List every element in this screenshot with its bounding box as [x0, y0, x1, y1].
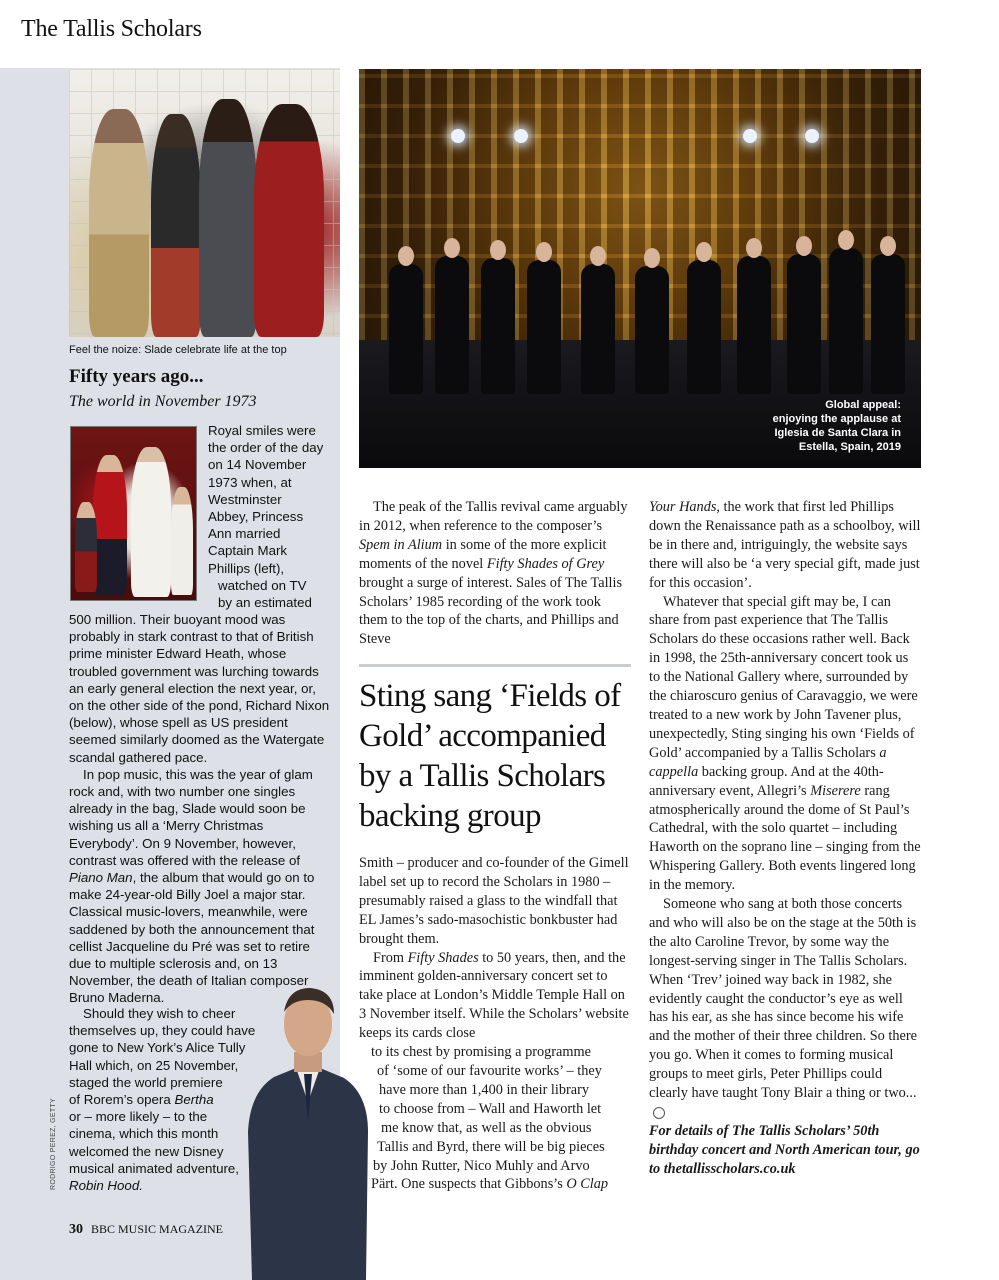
column-1-bottom — [359, 854, 633, 1194]
nixon-photo — [244, 982, 372, 1280]
page-header-title: The Tallis Scholars — [21, 16, 202, 42]
column-1-top — [359, 498, 633, 649]
text-line: watched on TV — [218, 577, 307, 593]
text-line: by John Rutter, Nico Muhly and Arvo — [373, 1157, 590, 1174]
text-line: the order of the day — [208, 440, 324, 456]
page-footer — [69, 1222, 223, 1238]
slade-photo — [69, 69, 340, 337]
slade-caption: Feel the noize: Slade celebrate life at the top — [69, 344, 287, 356]
royal-wedding-photo — [70, 426, 197, 601]
text-line: on 14 November — [208, 457, 307, 473]
text-line: themselves up, they could have — [69, 1023, 256, 1039]
text-line: me know that, as well as the obvious — [381, 1119, 592, 1136]
caption-line: Global appeal: — [825, 399, 901, 411]
concert-photo-caption — [773, 398, 901, 454]
text-line: Westminster — [208, 491, 282, 507]
end-mark-icon — [653, 1107, 665, 1119]
text-line: gone to New York’s Alice Tully — [69, 1040, 246, 1056]
text-line: by an estimated — [218, 595, 312, 611]
pullquote: Sting sang ‘Fields of Gold’ accompanied by a Tallis Scholars backing group — [359, 678, 621, 834]
text-line: to choose from – Wall and Haworth let — [379, 1100, 602, 1117]
column-2 — [649, 498, 921, 1179]
text-line: have more than 1,400 in their library — [379, 1081, 590, 1098]
text-line: Phillips (left), — [208, 560, 285, 576]
text-line: Pärt. One suspects that Gibbons’s O Clap — [371, 1176, 609, 1193]
body-paragraph: Smith – producer and co-founder of the Gimell label set up to record the Scholars in 1980 – presumably raised a glass to the windfall that EL James’s sado-masochistic bonkbuster had brought them. — [359, 855, 629, 947]
body-paragraph: Your Hands, the work that first led Phillips down the Renaissance path as a schoolboy, will be in there and, intriguingly, the website says there will also be ‘a very special gift, made just for this occasion’. — [649, 499, 921, 591]
text-line: or – more likely – to the — [69, 1109, 208, 1125]
text-line: staged the world premiere — [69, 1074, 223, 1090]
magazine-name: BBC MUSIC MAGAZINE — [91, 1222, 224, 1236]
text-line: Should they wish to cheer — [83, 1006, 236, 1021]
page-number: 30 — [69, 1222, 83, 1237]
text-line: Robin Hood. — [69, 1178, 143, 1194]
body-paragraph: Whatever that special gift may be, I can share from past experience that The Tallis Scholars do these occasions rather well. Back in 1998, the 25th-anniversary concert took us to the National Gallery where, surrounded by the chiaroscuro genius of Caravaggio, we were treated to a new work by John Tavener plus, unexpectedly, Sting singing his own ‘Fields of Gold’ accompanied by a Tallis Scholars a cappella backing group. And at the 40th-anniversary event, Allegri’s Miserere rang atmospherically around the dome of St Paul’s Cathedral, with the solo quartet – including Haworth on the soprano line – singing from the Whispering Gallery. Both events lingered long in the memory. — [649, 593, 921, 894]
caption-line: Estella, Spain, 2019 — [798, 441, 901, 453]
text-line: musical animated adventure, — [69, 1160, 239, 1176]
text-line: of ‘some of our favourite works’ – they — [377, 1062, 602, 1079]
details-link-text: For details of The Tallis Scholars’ 50th birthday concert and North American tour, go to thetallisscholars.co.uk — [649, 1122, 920, 1177]
sidebar-para1-wrapped — [208, 422, 340, 611]
text-line: Royal smiles were — [208, 423, 316, 438]
text-line: 1973 when, at — [208, 474, 292, 490]
text-line: to its chest by promising a programme — [371, 1044, 591, 1061]
sidebar-para2: In pop music, this was the year of glam rock and, with two number one singles already in the bag, Slade would soon be wishing us all a ‘Merry Christmas Everybody’. On 9 November, however, contrast was offered with the release of Piano Man, the album that would go on to make 24-year-old Billy Joel a major star. Classical music-lovers, meanwhile, were saddened by both the announcement that cellist Jacqueline du Pré was set to retire due to multiple sclerosis and, on 13 November, the death of Italian composer Bruno Maderna. — [69, 766, 315, 1006]
text-line: Ann married — [208, 526, 281, 542]
sidebar-para1-rest: 500 million. Their buoyant mood was probably in stark contrast to that of British prime minister Edward Heath, whose troubled government was lurching towards an early general election the next year, or, on the other side of the pond, Richard Nixon (below), whose spell as US president seemed similarly doomed as the Watergate scandal gathered pace. — [69, 612, 330, 765]
photo-credit: RODRIGO PEREZ, GETTY — [50, 1098, 57, 1190]
text-line: Captain Mark — [208, 543, 288, 559]
body-paragraph: The peak of the Tallis revival came arguably in 2012, when reference to the composer’s Spem in Alium in some of the more explicit moments of the novel Fifty Shades of Grey brought a surge of interest. Sales of The Tallis Scholars’ 1985 recording of the work took them to the top of the charts, and Phillips and Steve — [359, 499, 628, 648]
sidebar-heading: Fifty years ago... — [69, 366, 204, 387]
sidebar-para3 — [69, 1005, 269, 1194]
text-line: cinema, which this month — [69, 1126, 219, 1142]
caption-line: enjoying the applause at — [772, 413, 901, 425]
text-line: Hall which, on 25 November, — [69, 1057, 239, 1073]
text-line: of Rorem’s opera Bertha — [69, 1092, 214, 1108]
concert-photo — [359, 69, 921, 468]
text-line: Tallis and Byrd, there will be big pieces — [377, 1138, 605, 1155]
text-line: welcomed the new Disney — [69, 1143, 224, 1159]
caption-line: Iglesia de Santa Clara in — [774, 427, 901, 439]
sidebar-body — [69, 611, 331, 1007]
pullquote-rule — [359, 664, 631, 667]
sidebar-subheading: The world in November 1973 — [69, 393, 257, 410]
text-line: Abbey, Princess — [208, 509, 304, 525]
body-paragraph: Someone who sang at both those concerts and who will also be on the stage at the 50th is the alto Caroline Trevor, by some way the longest-serving singer in The Tallis Scholars. When ‘Trev’ joined way back in 1982, she evidently caught the conductor’s eye as well has his ear, as she has since become his wife and the mother of their three children. So there you go. When it comes to forming musical groups to meet girls, Peter Phillips could clearly have taught Tony Blair a thing or two... — [649, 895, 921, 1122]
body-paragraph: From Fifty Shades to 50 years, then, and the imminent golden-anniversary concert set to take place at London’s Middle Temple Hall on 3 November itself. While the Scholars’ website keeps its cards close — [359, 949, 629, 1042]
